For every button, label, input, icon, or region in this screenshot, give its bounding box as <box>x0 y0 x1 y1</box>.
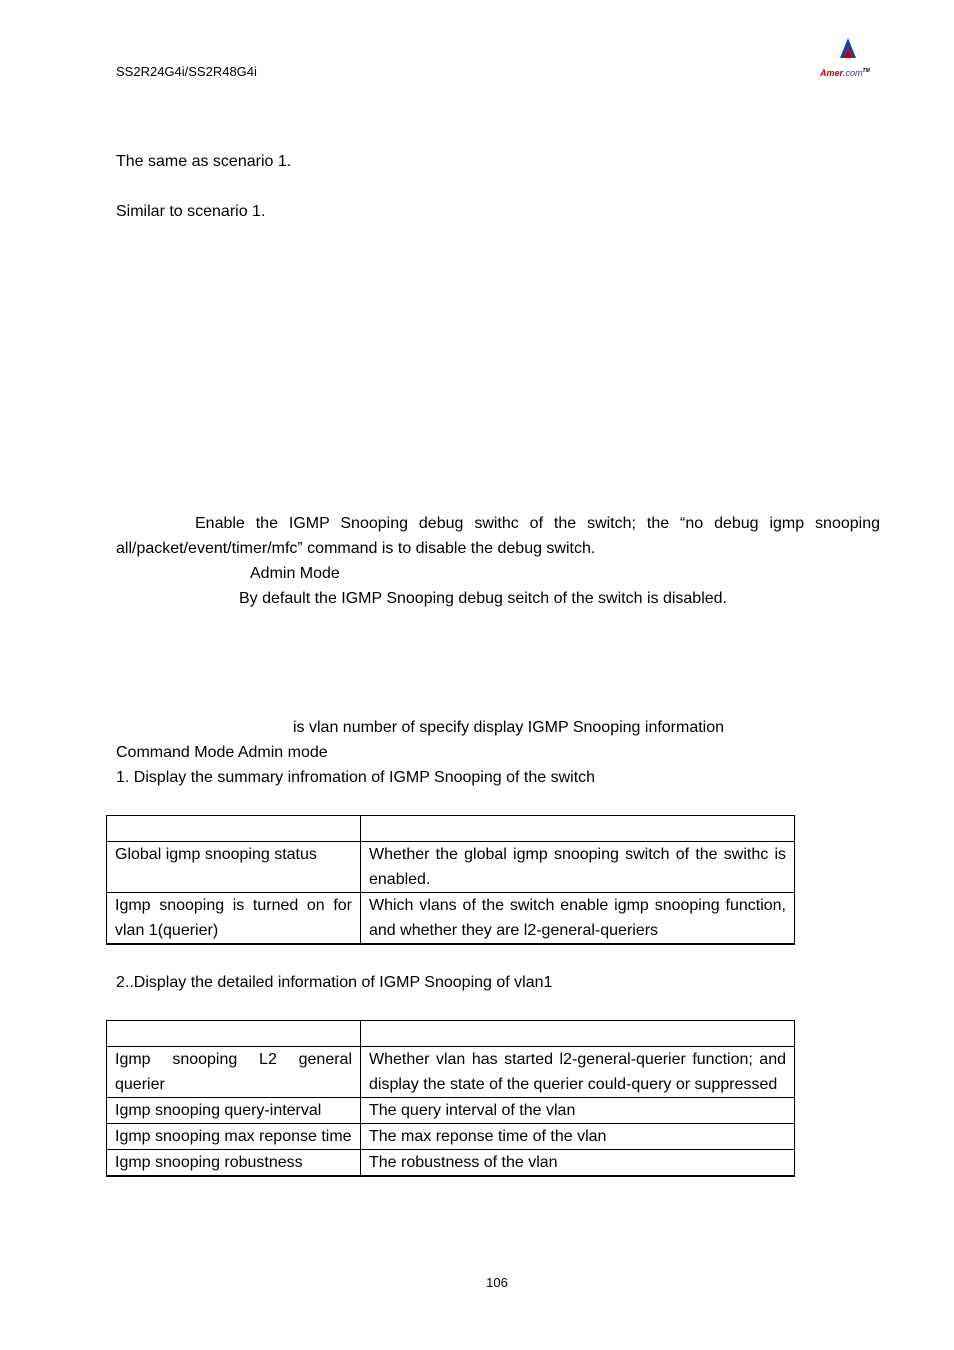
show-item-1: 1. Display the summary infromation of IGMP Snooping of the switch <box>116 769 596 786</box>
header-model: SS2R24G4i/SS2R48G4i <box>116 64 257 79</box>
table-row <box>107 893 795 945</box>
summary-table <box>106 815 795 945</box>
table-cell: Which vlans of the switch enable igmp snooping function, and whether they are l2-general-queriers <box>361 893 795 945</box>
table-cell: The robustness of the vlan <box>361 1150 795 1177</box>
logo-triangle-icon <box>818 34 878 68</box>
debug-default: By default the IGMP Snooping debug seitch of the switch is disabled. <box>239 590 727 607</box>
brand-logo <box>818 34 878 82</box>
table-header-cell <box>361 816 795 842</box>
table-row <box>107 1150 795 1177</box>
table-header-row <box>107 1021 795 1047</box>
table-cell: Igmp snooping robustness <box>107 1150 361 1177</box>
table-header-row <box>107 816 795 842</box>
show-parameter: is vlan number of specify display IGMP Snooping information <box>293 719 725 736</box>
table-row <box>107 1098 795 1124</box>
table-header-cell <box>361 1021 795 1047</box>
table-cell: The query interval of the vlan <box>361 1098 795 1124</box>
show-command-mode: Command Mode Admin mode <box>116 744 328 761</box>
debug-mode: Admin Mode <box>250 565 340 582</box>
show-item-2: 2..Display the detailed information of IGMP Snooping of vlan1 <box>116 974 553 991</box>
table-cell: Igmp snooping query-interval <box>107 1098 361 1124</box>
table-cell: The max reponse time of the vlan <box>361 1124 795 1150</box>
table-row <box>107 842 795 893</box>
table-cell: Global igmp snooping status <box>107 842 361 893</box>
intro-line-2: Similar to scenario 1. <box>116 203 266 220</box>
detail-table <box>106 1020 795 1177</box>
table-cell: Igmp snooping is turned on for vlan 1(querier) <box>107 893 361 945</box>
page-number: 106 <box>486 1275 508 1290</box>
table-cell: Whether vlan has started l2-general-querier function; and display the state of the querier could-query or suppressed <box>361 1047 795 1098</box>
table-row <box>107 1047 795 1098</box>
logo-wordmark: Amer.com™ <box>820 68 870 78</box>
table-header-cell <box>107 1021 361 1047</box>
table-cell: Whether the global igmp snooping switch of the swithc is enabled. <box>361 842 795 893</box>
table-row <box>107 1124 795 1150</box>
table-cell: Igmp snooping L2 general querier <box>107 1047 361 1098</box>
table-cell: Igmp snooping max reponse time <box>107 1124 361 1150</box>
debug-description: Enable the IGMP Snooping debug swithc of the switch; the “no debug igmp snooping all/packet/event/timer/mfc” command is to disable the debug switch. <box>116 515 880 557</box>
table-header-cell <box>107 816 361 842</box>
intro-line-1: The same as scenario 1. <box>116 153 292 170</box>
